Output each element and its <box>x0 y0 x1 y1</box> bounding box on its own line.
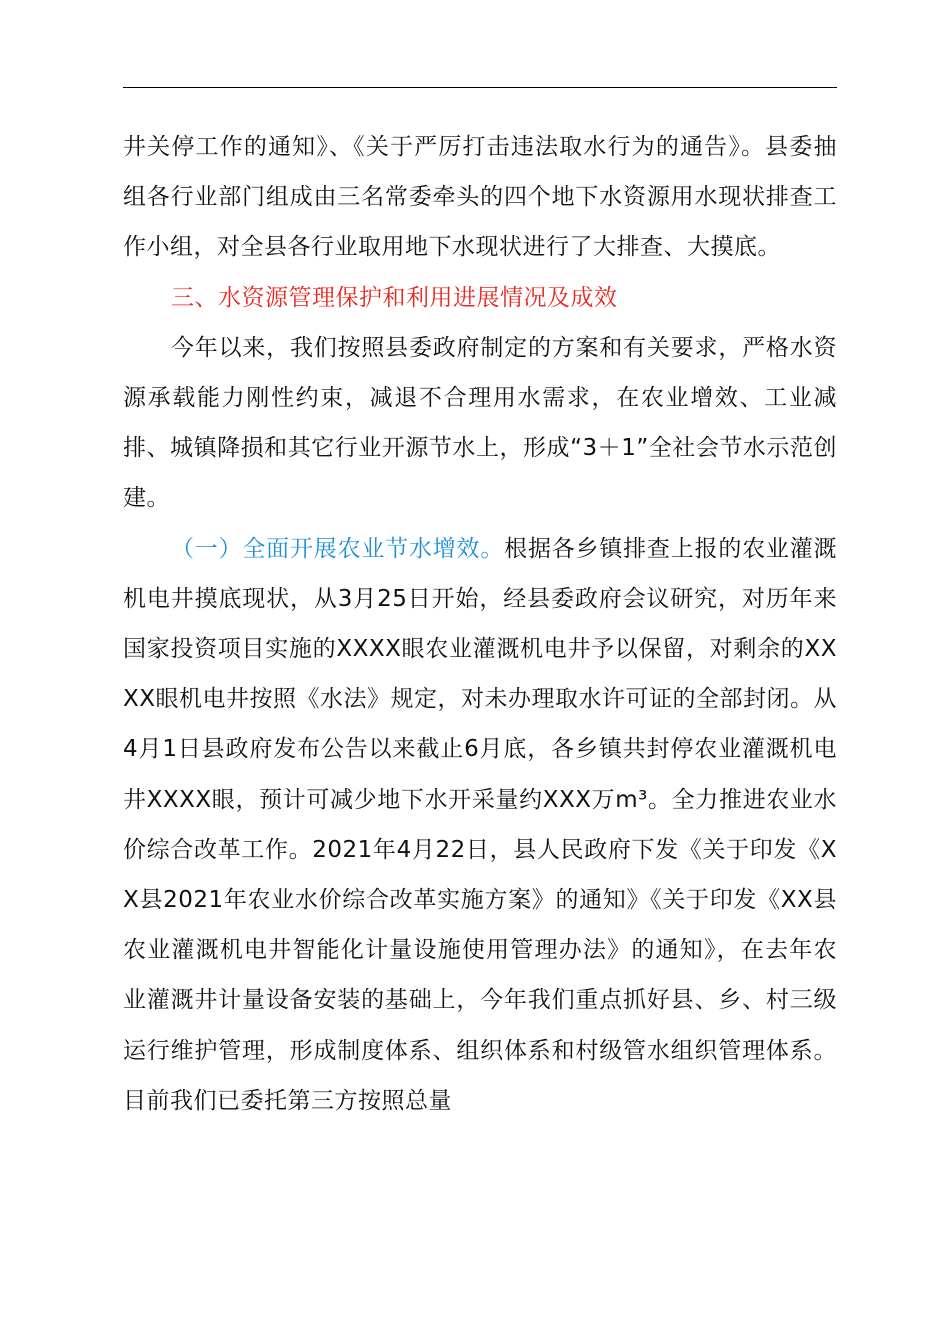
paragraph-agriculture <box>123 524 837 1126</box>
paragraph-continuation: 井关停工作的通知》、《关于严厉打击违法取水行为的通告》。县委抽组各行业部门组成由三名常委牵头的四个地下水资源用水现状排查工作小组，对全县各行业取用地下水现状进行了大排查、大摸底。 <box>123 134 837 261</box>
subsection-heading: （一）全面开展农业节水增效。 <box>171 535 505 562</box>
document-body <box>123 122 837 1126</box>
paragraph-agriculture-body: 根据各乡镇排查上报的农业灌溉机电井摸底现状，从3月25日开始，经县委政府会议研究，对历年来国家投资项目实施的XXXX眼农业灌溉机电井予以保留，对剩余的XXXX眼机电井按照《水法》规定，对未办理取水许可证的全部封闭。从4月1日县政府发布公告以来截止6月底，各乡镇共封停农业灌溉机电井XXXX眼，预计可减少地下水开采量约XXX万m³。全力推进农业水价综合改革工作。2021年4月22日，县人民政府下发《关于印发《XX县2021年农业水价综合改革实施方案》的通知》《关于印发《XX县农业灌溉机电井智能化计量设施使用管理办法》的通知》，在去年农业灌溉井计量设备安装的基础上，今年我们重点抓好县、乡、村三级运行维护管理，形成制度体系、组织体系和村级管水组织管理体系。目前我们已委托第三方按照总量 <box>123 535 838 1114</box>
section-heading: 三、水资源管理保护和利用进展情况及成效 <box>171 284 618 311</box>
paragraph-progress-overview: 今年以来，我们按照县委政府制定的方案和有关要求，严格水资源承载能力刚性约束，减退不合理用水需求，在农业增效、工业减排、城镇降损和其它行业开源节水上，形成“3＋1”全社会节水示范创建。 <box>123 334 837 512</box>
header-rule <box>123 87 837 88</box>
